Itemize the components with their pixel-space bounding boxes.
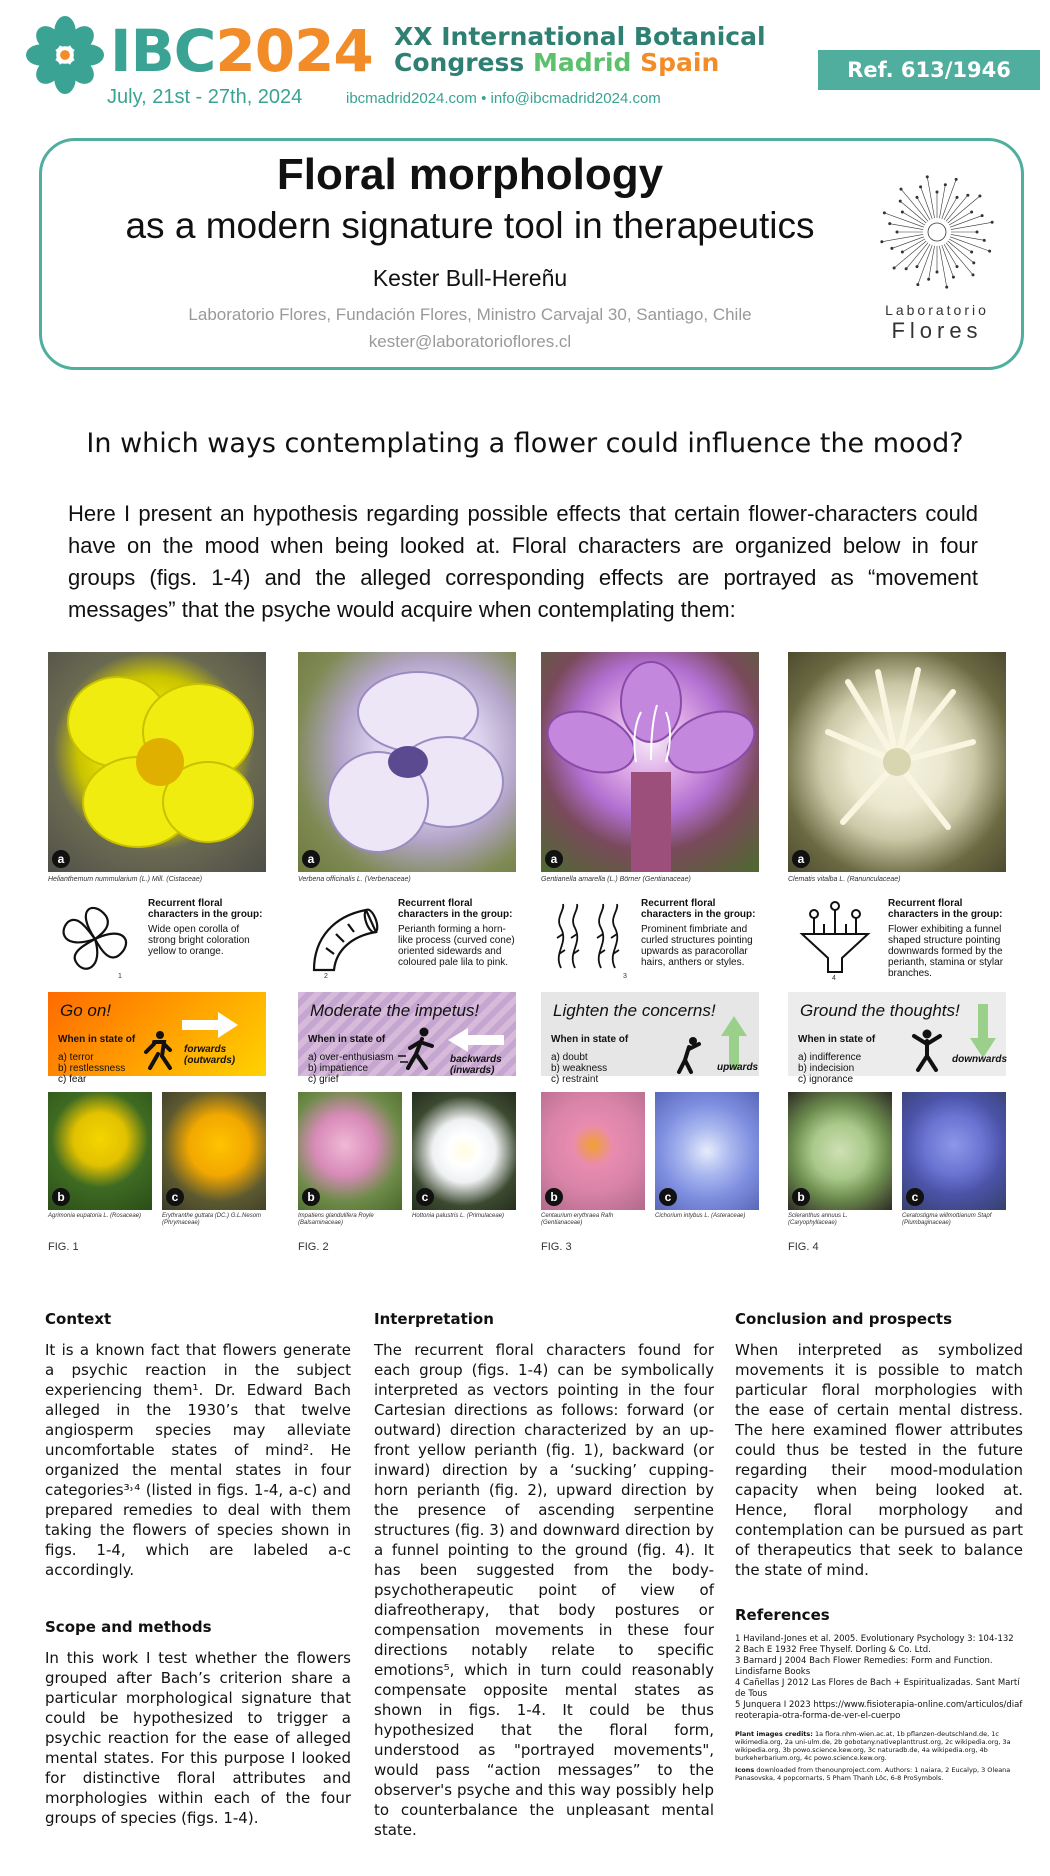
intro-paragraph: Here I present an hypothesis regarding possible effects that certain flower-characters could have on the mood when being looked at. Floral characters are organized below in four groups (figs. 1-4) and the alleged corresponding effects are portrayed as “movement messages” that the psyche would acquire when contemplating them: [68, 501, 978, 622]
author-name: Kester Bull-Hereñu [372, 265, 568, 291]
congress-name [394, 24, 766, 76]
context-body: It is a known fact that flowers generate a psychic reaction in the subject experiencing them¹. Dr. Edward Bach alleged in the 1930’s that twelve angiosperm species may alleviate uncomfortable states of mind². He organized the mental states in four categories³˒⁴ (listed in figs. 1-4, a-c) and prepared remedies to deal with them taking the flowers of species shown in figs. 1-4, which are labeled a-c accordingly. [45, 1341, 351, 1579]
downward-arrow-icon [970, 1004, 996, 1058]
example-photos [541, 1092, 759, 1227]
reference-list [735, 1634, 1023, 1722]
figure-column-3 [541, 652, 759, 1253]
poster-title: Floral morphology [276, 150, 664, 199]
madrid-word: Madrid [532, 48, 632, 77]
species-caption: Gentianella amarella (L.) Börner (Gentianaceae) [541, 876, 691, 883]
flower-photo-2c [412, 1092, 516, 1210]
open-corolla-icon [54, 898, 136, 980]
example-c [902, 1092, 1006, 1227]
reference-item: 1 Haviland-Jones et al. 2005. Evolutionary Psychology 3: 104-132 [735, 1634, 1014, 1644]
species-caption: Agrimonia eupatoria L. (Rosaceae) [48, 1213, 142, 1219]
backward-arrow-icon [448, 1028, 504, 1052]
example-photos [788, 1092, 1006, 1227]
state-list [308, 1052, 394, 1085]
context-heading: Context [45, 1310, 112, 1328]
figure-column-2 [298, 652, 516, 1253]
congress-contact: ibcmadrid2024.com • info@ibcmadrid2024.com [346, 90, 661, 107]
flower-photo-1c [162, 1092, 266, 1210]
flower-photo-4c [902, 1092, 1006, 1210]
movement-direction: upwards [717, 1062, 759, 1073]
state-item: c) restraint [551, 1074, 599, 1085]
flower-photo-3a [541, 652, 759, 872]
state-item: a) indifference [798, 1052, 862, 1063]
movement-title: Go on! [60, 1001, 112, 1020]
photo-badge: b [302, 1188, 320, 1206]
species-caption: Cichorium intybus L. (Asteraceae) [655, 1213, 746, 1219]
congress-dates: July, 21st - 27th, 2024 [107, 86, 303, 108]
state-item: b) weakness [551, 1063, 608, 1074]
photo-badge: c [906, 1188, 924, 1206]
photo-badge: c [166, 1188, 184, 1206]
figure-column-1 [48, 652, 266, 1253]
flower-photo-1b [48, 1092, 152, 1210]
species-caption: Centaurium erythraea Rafn (Gentianaceae) [541, 1213, 614, 1226]
movement-direction: forwards (outwards) [184, 1044, 236, 1066]
character-heading: Recurrent floral characters in the group: [398, 898, 513, 920]
species-caption: Clematis vitalba L. (Ranunculaceae) [788, 876, 901, 883]
example-c [655, 1092, 759, 1227]
icon-credits-label: Icons [735, 1766, 755, 1774]
photo-badge: b [545, 1188, 563, 1206]
character-row [48, 894, 266, 986]
figure-label: FIG. 3 [541, 1241, 572, 1253]
conclusion-heading: Conclusion and prospects [735, 1310, 953, 1328]
movement-panel-ground [788, 992, 1008, 1085]
movement-title: Lighten the concerns! [553, 1001, 716, 1020]
state-label: When in state of [308, 1034, 386, 1045]
character-text: Perianth forming a horn-like process (curved cone) oriented sidewards and coloured pale lila to pink. [398, 924, 515, 968]
species-caption: Helianthemum nummularium (L.) Mill. (Cistaceae) [48, 876, 203, 883]
running-person-icon [140, 1030, 174, 1072]
ibc-wordmark [110, 16, 373, 86]
character-row [541, 894, 759, 986]
poster-subtitle: as a modern signature tool in therapeutics [125, 205, 815, 246]
state-item: b) indecision [798, 1063, 855, 1074]
species-caption: Ceratostigma willmottianum Stapf (Plumbaginaceae) [902, 1213, 992, 1226]
photo-badge: a [792, 850, 810, 868]
ibc-label: IBC [110, 17, 216, 85]
flower-photo-4b [788, 1092, 892, 1210]
plant-credits [735, 1730, 1023, 1762]
backwards-person-icon [398, 1026, 438, 1072]
movement-direction: downwards [952, 1054, 1008, 1065]
research-question: In which ways contemplating a flower could influence the mood? [86, 428, 964, 459]
figure-column-4 [788, 652, 1006, 1253]
plant-credits-text: 1a flora.nhm-wien.ac.at, 1b pflanzen-deutschland.de, 1c wikimedia.org, 2a uni-ulm.de, 2b gobotany.nativeplanttrust.org, 2c wikipedia.org, 3a wikipedia.org, 3b powo.science.kew.org, 3c naturadb.de, 4a wikipedia.org, 4b burkeherbarium.org, 4c powo.science.kew.org. [735, 1730, 1011, 1762]
example-b [298, 1092, 402, 1227]
interpretation-body: The recurrent floral characters found for each group (figs. 1-4) can be symbolically interpreted as vectors pointing in the four Cartesian directions as follows: forward (or outward) direction characterized by an up-front yellow perianth (fig. 1), backward (or inward) direction by a ‘sucking’ cupping-horn perianth (fig. 2), upward direction by the presence of ascending serpentine structures (fig. 3) and downward direction by a funnel pointing to the ground (fig. 4). It has been suggested from the body-psychotherapeutic point of view of diafreotherapy, that body postures or compensation movements in these four directions notably relate to specific emotions⁵, which in turn could reasonably compensate opposite mental states as shown in figs. 1-4. It could be thus hypothesized that the floral form, understood as "portrayed movements", would pass “action messages” to the observer's psyche and this way possibly help to counterbalance the unpleasant mental state. [374, 1341, 714, 1839]
icon-number: 2 [324, 973, 328, 980]
example-b [541, 1092, 645, 1227]
congress-line1: XX International Botanical [394, 22, 766, 51]
spain-word: Spain [640, 48, 720, 77]
movement-title: Moderate the impetus! [310, 1001, 480, 1020]
icon-number: 4 [832, 975, 836, 982]
character-heading: Recurrent floral characters in the group: [888, 898, 1003, 920]
congress-line2 [394, 50, 766, 76]
movement-direction: backwards (inwards) [450, 1054, 502, 1076]
movement-title: Ground the thoughts! [800, 1001, 960, 1020]
context-section [45, 1310, 351, 1580]
photo-badge: a [52, 850, 70, 868]
congress-word: Congress [394, 48, 525, 77]
interpretation-section [374, 1310, 714, 1840]
species-caption: Erythranthe guttata (DC.) G.L.Nesom (Phrymaceae) [162, 1213, 262, 1226]
state-item: c) ignorance [798, 1074, 854, 1085]
figure-label: FIG. 2 [298, 1241, 329, 1253]
reference-item: 4 Cañellas J 2012 Las Flores de Bach + Espiritualizadas. Sant Martí de Tous [735, 1678, 1020, 1699]
figure-label: FIG. 4 [788, 1241, 819, 1253]
character-text: Flower exhibiting a funnel shaped structure pointing downwards formed by the perianth, stamina or stylar branches. [888, 924, 1004, 979]
state-item: b) restlessness [58, 1063, 126, 1074]
state-label: When in state of [551, 1034, 629, 1045]
reference-item: 2 Bach E 1932 Free Thyself. Dorling & Co. Ltd. [735, 1645, 931, 1655]
photo-badge: b [792, 1188, 810, 1206]
horn-perianth-icon [304, 898, 386, 980]
state-list [798, 1052, 861, 1085]
example-photos [48, 1092, 266, 1227]
character-heading: Recurrent floral characters in the group: [641, 898, 756, 920]
reference-item: 3 Barnard J 2004 Bach Flower Remedies: Form and Function. Lindisfarne Books [735, 1656, 993, 1677]
photo-badge: a [302, 850, 320, 868]
ibc-flower-logo-icon [26, 16, 104, 94]
photo-badge: a [545, 850, 563, 868]
species-caption: Impatiens glandulifera Royle (Balsaminaceae) [298, 1213, 374, 1226]
plant-credits-label: Plant images credits: [735, 1730, 813, 1738]
character-row [298, 894, 516, 986]
flower-photo-2b [298, 1092, 402, 1210]
photo-badge: c [659, 1188, 677, 1206]
example-c [162, 1092, 266, 1227]
scope-body: In this work I test whether the flowers grouped after Bach’s criterion share a particular morphological signature that could be hypothesized to trigger a psychic reaction for the ease of alleged mental states. For this purpose I looked for distinctive floral attributes and morphologies within each of the four groups of species (figs. 1-4). [45, 1649, 351, 1827]
state-list [551, 1052, 607, 1085]
interpretation-heading: Interpretation [374, 1310, 494, 1328]
state-item: c) grief [308, 1074, 339, 1085]
scope-heading: Scope and methods [45, 1618, 212, 1636]
state-item: a) terror [58, 1052, 94, 1063]
species-caption: Verbena officinalis L. (Verbenaceae) [298, 876, 411, 883]
author-email: kester@laboratorioflores.cl [368, 332, 572, 351]
flower-photo-3b [541, 1092, 645, 1210]
funnel-icon [794, 898, 876, 980]
lab-logo-word1: Laboratorio [885, 302, 989, 318]
laboratorio-flores-logo-icon [872, 170, 1002, 300]
state-item: b) impatience [308, 1063, 369, 1074]
grounded-person-icon [908, 1028, 946, 1072]
movement-panel-moderate [298, 992, 516, 1085]
icon-credits [735, 1766, 1023, 1782]
author-affiliation: Laboratorio Flores, Fundación Flores, Ministro Carvajal 30, Santiago, Chile [188, 305, 752, 324]
flower-photo-4a [788, 652, 1006, 872]
icon-number: 1 [118, 973, 122, 980]
example-b [48, 1092, 152, 1227]
state-label: When in state of [798, 1034, 876, 1045]
icon-credits-text: downloaded from thenounproject.com. Authors: 1 naiara, 2 Eucalyp, 3 Oleana Panasovska, 4 popcornarts, 5 Pham Thanh Lôc, 6-8 ProSymbols. [735, 1766, 1011, 1782]
crouching-person-icon [675, 1036, 705, 1076]
flower-photo-1a [48, 652, 266, 872]
flower-photo-2a [298, 652, 516, 872]
state-list [58, 1052, 125, 1085]
conclusion-section [735, 1310, 1023, 1580]
references-section [735, 1606, 1023, 1782]
character-text: Prominent fimbriate and curled structures pointing upwards as paracorollar hairs, anthers or styles. [641, 924, 753, 968]
state-item: c) fear [58, 1074, 87, 1085]
fimbriate-structures-icon [547, 898, 629, 980]
icon-number: 3 [623, 973, 627, 980]
movement-panel-lighten [541, 992, 759, 1085]
character-text: Wide open corolla of strong bright coloration yellow to orange. [148, 924, 250, 957]
scope-section [45, 1618, 351, 1828]
flower-photo-3c [655, 1092, 759, 1210]
photo-badge: b [52, 1188, 70, 1206]
reference-badge: Ref. 613/1946 [818, 50, 1040, 90]
references-heading: References [735, 1606, 830, 1624]
state-item: a) doubt [551, 1052, 588, 1063]
year-label: 2024 [215, 17, 373, 85]
example-photos [298, 1092, 516, 1227]
forward-arrow-icon [182, 1010, 240, 1040]
example-b [788, 1092, 892, 1227]
species-caption: Hottonia palustris L. (Primulaceae) [412, 1213, 505, 1219]
lab-logo-word2: Flores [891, 318, 983, 343]
reference-item: 5 Junquera I 2023 https://www.fisioterapia-online.com/articulos/diafreoterapia-otra-forma-de-ver-el-cuerpo [735, 1700, 1023, 1721]
character-heading: Recurrent floral characters in the group: [148, 898, 263, 920]
movement-panel-go-on [48, 992, 266, 1085]
conclusion-body: When interpreted as symbolized movements it is possible to match particular floral morphologies with the ease of certain mental distress. The here examined flower attributes could thus be tested in the future regarding their mood-modulation capacity when being looked at. Hence, floral morphology and contemplation can be pursued as part of therapeutics that seek to balance the state of mind. [735, 1341, 1023, 1579]
state-item: a) over-enthusiasm [308, 1052, 394, 1063]
character-row [788, 894, 1006, 986]
photo-badge: c [416, 1188, 434, 1206]
species-caption: Scleranthus annuus L. (Caryophyllaceae) [788, 1213, 848, 1226]
figure-label: FIG. 1 [48, 1241, 79, 1253]
state-label: When in state of [58, 1034, 136, 1045]
example-c [412, 1092, 516, 1227]
